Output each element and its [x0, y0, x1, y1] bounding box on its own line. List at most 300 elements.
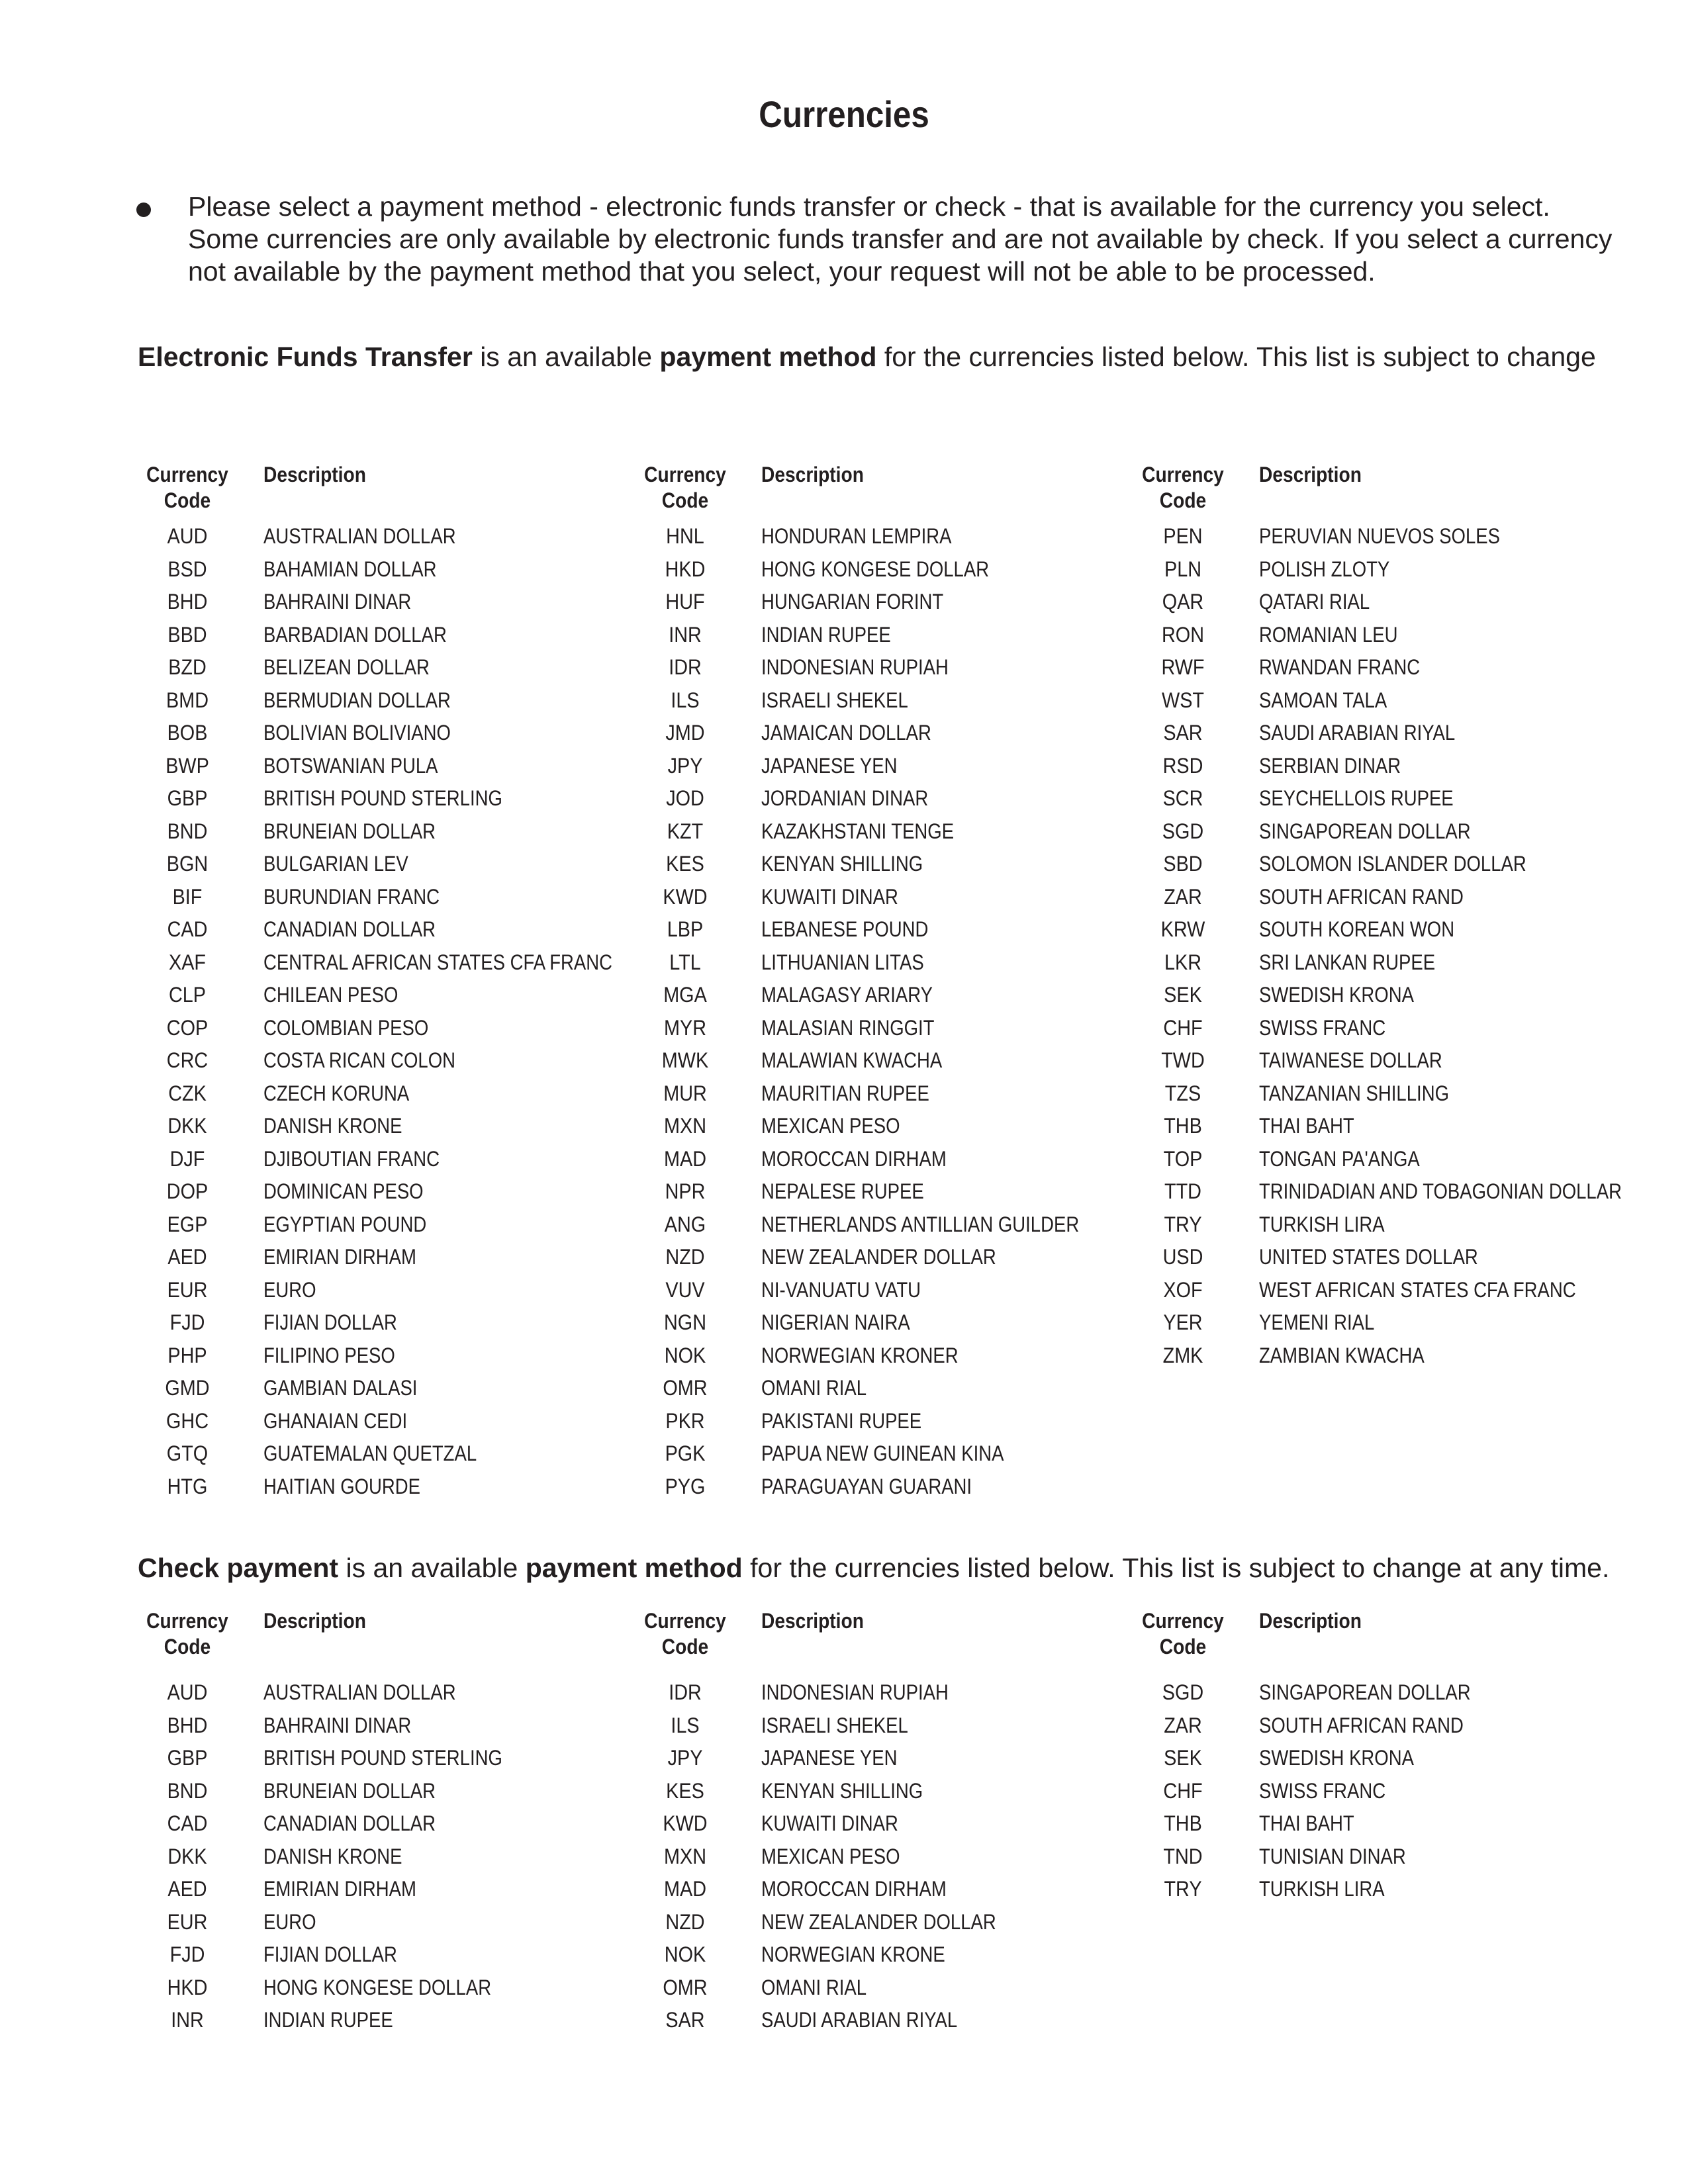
currency-row	[635, 651, 1139, 684]
currency-code: NGN	[663, 1310, 706, 1334]
currency-row	[635, 1742, 1139, 1775]
currency-code: ZAR	[1164, 1713, 1202, 1737]
currency-row	[1133, 750, 1636, 783]
currency-code: DJF	[169, 1146, 205, 1171]
currency-code: SCR	[1162, 786, 1203, 810]
currency-row	[1133, 1044, 1636, 1077]
currency-description: FIJIAN DOLLAR	[263, 1310, 397, 1334]
currency-description: TANZANIAN SHILLING	[1259, 1081, 1449, 1105]
currency-row	[138, 1676, 641, 1709]
currency-code: OMR	[663, 1975, 708, 1999]
currency-row	[138, 881, 641, 914]
currency-description: MAURITIAN RUPEE	[761, 1081, 929, 1105]
currency-code: VUV	[665, 1277, 705, 1302]
eft-heading-end: for the currencies listed below. This list is subject to change	[876, 341, 1596, 372]
currency-row	[138, 651, 641, 684]
currency-row	[138, 913, 641, 946]
currency-row	[1133, 1208, 1636, 1242]
currency-description: GHANAIAN CEDI	[263, 1408, 408, 1433]
currency-code: CHF	[1163, 1778, 1203, 1803]
currency-row	[138, 979, 641, 1012]
currency-row	[635, 684, 1139, 717]
currency-code: KWD	[663, 884, 708, 909]
currency-code: BND	[167, 819, 208, 843]
currency-description: SEYCHELLOIS RUPEE	[1259, 786, 1454, 810]
currency-code: INR	[171, 2008, 204, 2032]
currency-code: MYR	[663, 1015, 706, 1040]
currency-code: DKK	[167, 1114, 207, 1138]
currency-code: GHC	[165, 1408, 209, 1433]
eft-heading-mid: is an available	[472, 341, 660, 372]
currency-description: QATARI RIAL	[1259, 590, 1370, 614]
currency-code: THB	[1164, 1811, 1202, 1835]
currency-row	[138, 1906, 641, 1939]
currency-row	[635, 946, 1139, 979]
currency-row	[1133, 913, 1636, 946]
currency-code: LTL	[669, 950, 701, 974]
currency-code: HKD	[167, 1975, 208, 1999]
currency-code: FJD	[169, 1310, 205, 1334]
currency-description: CZECH KORUNA	[263, 1081, 410, 1105]
currency-code: ILS	[671, 1713, 700, 1737]
currency-description: BELIZEAN DOLLAR	[263, 655, 430, 679]
currency-row	[635, 848, 1139, 881]
currency-description: JAPANESE YEN	[761, 1746, 898, 1770]
currency-description: INDIAN RUPEE	[263, 2008, 393, 2032]
currency-row	[138, 586, 641, 619]
currency-code: BMD	[165, 688, 209, 712]
currency-row	[138, 684, 641, 717]
currency-description: TRINIDADIAN AND TOBAGONIAN DOLLAR	[1259, 1179, 1622, 1203]
currency-description: KAZAKHSTANI TENGE	[761, 819, 955, 843]
currency-row	[138, 619, 641, 652]
currency-code: BSD	[167, 557, 207, 581]
header-currency-code: Currency Code	[644, 1609, 726, 1659]
currency-row	[138, 717, 641, 750]
currency-code: MAD	[663, 1146, 706, 1171]
currency-row	[1133, 979, 1636, 1012]
currency-code: JOD	[666, 786, 704, 810]
currency-description: SAUDI ARABIAN RIYAL	[761, 2008, 958, 2032]
currency-row	[138, 1742, 641, 1775]
currency-row	[635, 1709, 1139, 1743]
currency-description: CENTRAL AFRICAN STATES CFA FRANC	[263, 950, 613, 974]
currency-description: KUWAITI DINAR	[761, 1811, 898, 1835]
eft-heading-bold-2: payment method	[659, 341, 877, 372]
eft-column-3	[1133, 462, 1636, 1372]
column-header	[138, 462, 641, 520]
currency-code: PLN	[1164, 557, 1202, 581]
currency-description: BOTSWANIAN PULA	[263, 753, 438, 778]
currency-row	[138, 1841, 641, 1874]
currency-description: MALASIAN RINGGIT	[761, 1015, 935, 1040]
currency-code: DKK	[167, 1844, 207, 1868]
currency-row	[635, 1208, 1139, 1242]
currency-description: HONDURAN LEMPIRA	[761, 524, 952, 548]
check-heading-mid: is an available	[338, 1553, 526, 1583]
page-title: Currencies	[759, 93, 929, 135]
currency-code: ZAR	[1164, 884, 1202, 909]
currency-row	[635, 553, 1139, 586]
currency-code: XAF	[168, 950, 206, 974]
header-description: Description	[1259, 463, 1362, 486]
currency-code: TND	[1163, 1844, 1203, 1868]
currency-description: EMIRIAN DIRHAM	[263, 1245, 416, 1269]
currency-description: THAI BAHT	[1259, 1811, 1354, 1835]
currency-description: CHILEAN PESO	[263, 983, 399, 1007]
currency-description: SWEDISH KRONA	[1259, 1746, 1414, 1770]
currency-row	[1133, 815, 1636, 848]
currency-code: CAD	[167, 917, 208, 941]
currency-row	[1133, 782, 1636, 815]
currency-row	[1133, 1175, 1636, 1208]
currency-row	[1133, 1775, 1636, 1808]
currency-code: DOP	[166, 1179, 209, 1203]
currency-code: MWK	[661, 1048, 709, 1072]
currency-description: EURO	[263, 1277, 316, 1302]
currency-row	[1133, 684, 1636, 717]
currency-description: MOROCCAN DIRHAM	[761, 1146, 947, 1171]
currency-code: SEK	[1164, 1746, 1202, 1770]
currency-code: THB	[1164, 1114, 1202, 1138]
currency-description: NORWEGIAN KRONER	[761, 1343, 959, 1367]
currency-row	[635, 782, 1139, 815]
eft-column-1	[138, 462, 641, 1503]
currency-row	[635, 1873, 1139, 1906]
currency-row	[635, 1807, 1139, 1841]
currency-row	[635, 1306, 1139, 1340]
currency-description: PARAGUAYAN GUARANI	[761, 1474, 972, 1498]
notice-bullet	[132, 191, 1622, 288]
currency-row	[138, 1110, 641, 1143]
currency-row	[1133, 1306, 1636, 1340]
currency-description: MEXICAN PESO	[761, 1844, 900, 1868]
currency-description: CANADIAN DOLLAR	[263, 1811, 436, 1835]
currency-description: BURUNDIAN FRANC	[263, 884, 440, 909]
currency-row	[635, 815, 1139, 848]
currency-row	[635, 2004, 1139, 2037]
currency-description: FILIPINO PESO	[263, 1343, 395, 1367]
currency-row	[635, 881, 1139, 914]
currency-description: MALAWIAN KWACHA	[761, 1048, 943, 1072]
currency-row	[138, 1306, 641, 1340]
currency-description: TUNISIAN DINAR	[1259, 1844, 1406, 1868]
currency-row	[635, 1175, 1139, 1208]
currency-description: SOLOMON ISLANDER DOLLAR	[1259, 852, 1526, 876]
currency-row	[1133, 848, 1636, 881]
currency-description: NI-VANUATU VATU	[761, 1277, 921, 1302]
currency-code: AED	[167, 1245, 207, 1269]
currency-description: FIJIAN DOLLAR	[263, 1942, 397, 1966]
currency-code: AED	[167, 1877, 207, 1901]
currency-description: BAHRAINI DINAR	[263, 1713, 412, 1737]
currency-description: DANISH KRONE	[263, 1844, 402, 1868]
currency-description: AUSTRALIAN DOLLAR	[263, 524, 456, 548]
currency-description: JAPANESE YEN	[761, 753, 898, 778]
currency-code: NZD	[665, 1245, 705, 1269]
currency-row	[1133, 619, 1636, 652]
currency-description: JAMAICAN DOLLAR	[761, 721, 931, 745]
currency-row	[138, 815, 641, 848]
currency-row	[635, 1471, 1139, 1504]
currency-code: BHD	[167, 1713, 208, 1737]
currency-row	[138, 782, 641, 815]
currency-row	[1133, 651, 1636, 684]
currency-code: ILS	[671, 688, 700, 712]
currency-code: SEK	[1164, 983, 1202, 1007]
currency-row	[138, 2004, 641, 2037]
currency-code: IDR	[669, 655, 702, 679]
currency-code: CRC	[166, 1048, 209, 1072]
currency-row	[1133, 1841, 1636, 1874]
currency-code: INR	[669, 622, 702, 647]
currency-row	[635, 913, 1139, 946]
currency-description: KUWAITI DINAR	[761, 884, 898, 909]
currency-code: CAD	[167, 1811, 208, 1835]
currency-description: EURO	[263, 1909, 316, 1934]
currency-row	[1133, 1676, 1636, 1709]
currency-description: PAPUA NEW GUINEAN KINA	[761, 1441, 1004, 1465]
currency-description: HUNGARIAN FORINT	[761, 590, 944, 614]
currency-description: HONG KONGESE DOLLAR	[263, 1975, 492, 1999]
currency-row	[635, 619, 1139, 652]
currency-row	[138, 1437, 641, 1471]
currency-code: TOP	[1163, 1146, 1203, 1171]
currency-description: SRI LANKAN RUPEE	[1259, 950, 1436, 974]
currency-description: SINGAPOREAN DOLLAR	[1259, 1680, 1471, 1704]
currency-code: AUD	[167, 1680, 208, 1704]
currency-code: EUR	[167, 1277, 208, 1302]
currency-description: OMANI RIAL	[761, 1975, 867, 1999]
currency-row	[138, 1044, 641, 1077]
currency-row	[635, 1274, 1139, 1307]
currency-code: MUR	[663, 1081, 707, 1105]
currency-row	[635, 1340, 1139, 1373]
currency-code: SGD	[1162, 819, 1204, 843]
currency-description: HAITIAN GOURDE	[263, 1474, 420, 1498]
column-header	[138, 1608, 641, 1676]
currency-description: MEXICAN PESO	[761, 1114, 900, 1138]
currency-row	[138, 1405, 641, 1438]
currency-row	[635, 1044, 1139, 1077]
currency-description: TURKISH LIRA	[1259, 1212, 1385, 1236]
currency-description: UNITED STATES DOLLAR	[1259, 1245, 1478, 1269]
currency-code: MXN	[663, 1114, 706, 1138]
currency-description: HONG KONGESE DOLLAR	[761, 557, 990, 581]
currency-code: SBD	[1163, 852, 1203, 876]
currency-row	[138, 1340, 641, 1373]
currency-description: BRITISH POUND STERLING	[263, 1746, 502, 1770]
currency-code: BND	[167, 1778, 208, 1803]
currency-description: NEW ZEALANDER DOLLAR	[761, 1909, 996, 1934]
bullet-icon	[136, 203, 151, 217]
currency-code: WST	[1162, 688, 1204, 712]
currency-description: NETHERLANDS ANTILLIAN GUILDER	[761, 1212, 1080, 1236]
currency-code: HNL	[666, 524, 704, 548]
currency-code: KZT	[667, 819, 704, 843]
currency-code: GMD	[165, 1376, 210, 1400]
column-header	[635, 1608, 1139, 1676]
currency-description: LITHUANIAN LITAS	[761, 950, 924, 974]
eft-heading	[138, 341, 1660, 373]
currency-row	[635, 520, 1139, 553]
currency-row	[138, 1208, 641, 1242]
currency-row	[635, 750, 1139, 783]
currency-row	[1133, 1873, 1636, 1906]
currency-code: IDR	[669, 1680, 702, 1704]
currency-description: COLOMBIAN PESO	[263, 1015, 429, 1040]
currency-row	[138, 1807, 641, 1841]
currency-row	[635, 1972, 1139, 2005]
currency-row	[138, 848, 641, 881]
currency-code: YER	[1163, 1310, 1203, 1334]
currency-row	[635, 1775, 1139, 1808]
currency-code: NOK	[664, 1942, 706, 1966]
currency-row	[138, 553, 641, 586]
currency-description: BRUNEIAN DOLLAR	[263, 1778, 436, 1803]
currency-row	[635, 1437, 1139, 1471]
currency-row	[1133, 1241, 1636, 1274]
currency-row	[138, 1775, 641, 1808]
currency-description: SOUTH AFRICAN RAND	[1259, 884, 1464, 909]
currency-description: SOUTH KOREAN WON	[1259, 917, 1455, 941]
currency-description: OMANI RIAL	[761, 1376, 867, 1400]
currency-code: KRW	[1160, 917, 1205, 941]
currency-row	[1133, 1077, 1636, 1111]
currency-code: BHD	[167, 590, 208, 614]
currency-row	[1133, 1110, 1636, 1143]
currency-description: SWISS FRANC	[1259, 1778, 1386, 1803]
currency-row	[635, 586, 1139, 619]
currency-row	[635, 1241, 1139, 1274]
currency-row	[1133, 520, 1636, 553]
currency-description: BAHRAINI DINAR	[263, 590, 412, 614]
currency-code: PGK	[665, 1441, 706, 1465]
currency-row	[1133, 553, 1636, 586]
currency-row	[138, 1972, 641, 2005]
header-currency-code: Currency Code	[146, 463, 228, 512]
column-header	[1133, 462, 1636, 520]
currency-row	[635, 1077, 1139, 1111]
currency-code: AUD	[167, 524, 208, 548]
currency-description: BAHAMIAN DOLLAR	[263, 557, 437, 581]
currency-row	[1133, 1012, 1636, 1045]
currency-row	[1133, 1742, 1636, 1775]
currency-description: MALAGASY ARIARY	[761, 983, 933, 1007]
currency-code: RWF	[1161, 655, 1205, 679]
currency-description: KENYAN SHILLING	[761, 1778, 923, 1803]
currency-description: LEBANESE POUND	[761, 917, 929, 941]
currency-code: BOB	[167, 721, 208, 745]
header-description: Description	[761, 463, 864, 486]
currency-code: BGN	[166, 852, 209, 876]
currency-description: THAI BAHT	[1259, 1114, 1354, 1138]
header-currency-code: Currency Code	[1142, 463, 1224, 512]
currency-row	[1133, 1709, 1636, 1743]
currency-description: INDONESIAN RUPIAH	[761, 655, 949, 679]
currency-code: CLP	[168, 983, 207, 1007]
currency-code: MAD	[663, 1877, 706, 1901]
currency-row	[138, 520, 641, 553]
currency-description: SAUDI ARABIAN RIYAL	[1259, 721, 1456, 745]
currency-code: TWD	[1161, 1048, 1205, 1072]
currency-description: BERMUDIAN DOLLAR	[263, 688, 451, 712]
currency-description: TONGAN PA'ANGA	[1259, 1146, 1420, 1171]
header-description: Description	[1259, 1609, 1362, 1633]
currency-description: NIGERIAN NAIRA	[761, 1310, 910, 1334]
currency-row	[138, 1709, 641, 1743]
currency-code: BWP	[165, 753, 209, 778]
header-description: Description	[761, 1609, 864, 1633]
currency-code: PHP	[167, 1343, 207, 1367]
header-description: Description	[263, 463, 366, 486]
currency-description: EMIRIAN DIRHAM	[263, 1877, 416, 1901]
currency-description: PAKISTANI RUPEE	[761, 1408, 922, 1433]
currency-code: EUR	[167, 1909, 208, 1934]
currency-code: PEN	[1163, 524, 1203, 548]
currency-description: MOROCCAN DIRHAM	[761, 1877, 947, 1901]
currency-description: NORWEGIAN KRONE	[761, 1942, 945, 1966]
currency-code: XOF	[1163, 1277, 1203, 1302]
currency-code: JPY	[667, 1746, 703, 1770]
currency-description: DOMINICAN PESO	[263, 1179, 424, 1203]
currency-code: PYG	[665, 1474, 706, 1498]
currency-description: SAMOAN TALA	[1259, 688, 1387, 712]
currency-description: TAIWANESE DOLLAR	[1259, 1048, 1442, 1072]
currency-code: GBP	[167, 1746, 208, 1770]
currency-row	[1133, 586, 1636, 619]
header-description: Description	[263, 1609, 366, 1633]
currency-row	[635, 1676, 1139, 1709]
currency-code: TRY	[1164, 1212, 1202, 1236]
currency-code: EGP	[167, 1212, 208, 1236]
currency-code: BZD	[168, 655, 207, 679]
currency-code: KES	[666, 1778, 704, 1803]
check-column-2	[635, 1608, 1139, 2037]
currency-row	[1133, 946, 1636, 979]
currency-description: BOLIVIAN BOLIVIANO	[263, 721, 451, 745]
currency-description: EGYPTIAN POUND	[263, 1212, 427, 1236]
currency-code: HTG	[167, 1474, 208, 1498]
currency-code: LKR	[1164, 950, 1202, 974]
currency-row	[635, 1372, 1139, 1405]
currency-description: CANADIAN DOLLAR	[263, 917, 436, 941]
currency-row	[138, 946, 641, 979]
currency-description: YEMENI RIAL	[1259, 1310, 1375, 1334]
check-heading	[138, 1553, 1660, 1584]
currency-row	[1133, 1143, 1636, 1176]
currency-row	[138, 1077, 641, 1111]
currency-code: PKR	[665, 1408, 705, 1433]
check-column-3	[1133, 1608, 1636, 1906]
check-heading-bold-2: payment method	[525, 1553, 743, 1583]
currency-description: GUATEMALAN QUETZAL	[263, 1441, 477, 1465]
currency-row	[1133, 1807, 1636, 1841]
header-currency-code: Currency Code	[644, 463, 726, 512]
currency-row	[635, 1906, 1139, 1939]
header-currency-code: Currency Code	[1142, 1609, 1224, 1659]
currency-description: GAMBIAN DALASI	[263, 1376, 418, 1400]
currency-description: BULGARIAN LEV	[263, 852, 408, 876]
currency-row	[635, 1405, 1139, 1438]
currency-code: RON	[1161, 622, 1204, 647]
check-heading-bold-1: Check payment	[138, 1553, 339, 1583]
currency-code: NZD	[665, 1909, 705, 1934]
currency-code: SAR	[665, 2008, 705, 2032]
column-header	[635, 462, 1139, 520]
currency-row	[635, 1841, 1139, 1874]
currency-code: JMD	[665, 721, 705, 745]
